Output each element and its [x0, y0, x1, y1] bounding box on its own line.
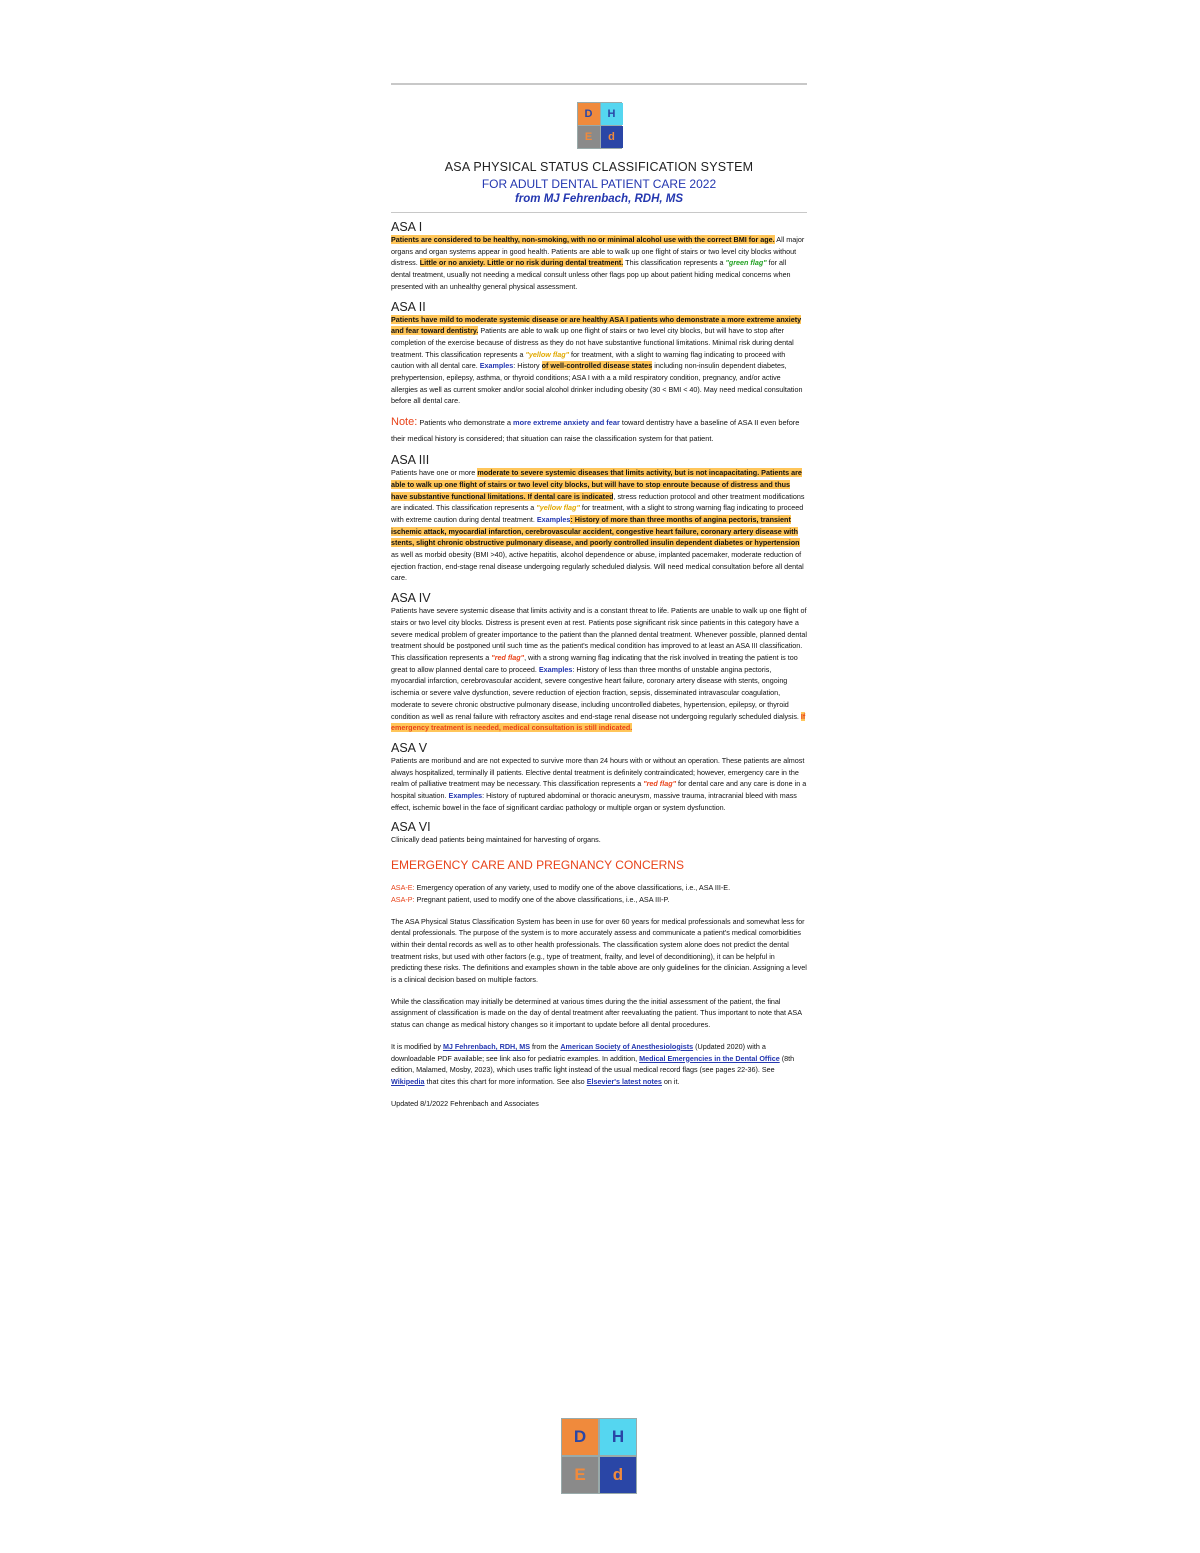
- asa1-highlight-1: Patients are considered to be healthy, non-smoking, with no or minimal alcohol use with the correct BMI for age.: [391, 235, 775, 244]
- asa5-text-1: Patients are moribund and are not expected to survive more than 24 hours with or without an operation. These patients are almost always hospitalized, terminally ill patients. Elective dental treatment is definitely contraindicated; however, emergency care in the realm of palliative treatment may be necessary. This classification represents a: [391, 755, 805, 789]
- note-text-1: Patients who demonstrate a: [417, 418, 514, 428]
- dhed-logo: [577, 102, 622, 149]
- asa5-text: [391, 755, 807, 814]
- asa2-examples-label: Examples: [479, 361, 514, 371]
- book-link[interactable]: Medical Emergencies in the Dental Office: [639, 1053, 780, 1063]
- asa1-text-2: This classification represents a: [623, 258, 726, 268]
- page-title: ASA PHYSICAL STATUS CLASSIFICATION SYSTEM: [444, 160, 754, 174]
- asa-e-desc: Emergency operation of any variety, used to modify one of the above classifications, i.e., ASA III-E.: [414, 883, 731, 893]
- asa2-text: [391, 314, 807, 408]
- dhed-logo-footer: [561, 1418, 637, 1494]
- sources-text-3: (Updated 2020) with a downloadable PDF available; see link also for pediatric examples. In addition,: [391, 1041, 766, 1063]
- asa3-text-2: , stress reduction protocol and other treatment modifications are indicated. This classification represents a: [391, 491, 805, 513]
- note-label: Note:: [391, 416, 418, 429]
- red-flag: "red flag": [491, 652, 525, 662]
- asa6-text: Clinically dead patients being maintained for harvesting of organs.: [391, 835, 601, 845]
- asa3-highlight-1: moderate to severe systemic diseases that limits activity, but is not incapacitating. Patients are able to walk up one flight of stairs or two level city blocks, but will have to stop enroute because of distress and thus have substantive functional limitations. If dental care is indicated: [391, 468, 802, 501]
- asa5-text-3: : History of ruptured abdominal or thoracic aneurysm, massive trauma, intracranial bleed with mass effect, ischemic bowel in the face of significant cardiac pathology or multiple organ or system dysfunction.: [391, 791, 797, 812]
- asa3-highlight-2: : History of more than three months of angina pectoris, transient ischemic attack, myocardial infarction, cerebrovascular accident, congestive heart failure, coronary artery disease with stents, slight chronic obstructive pulmonary disease, and poorly controlled insulin dependent diabetes or hypertension: [391, 514, 800, 548]
- asa6-heading: ASA VI: [391, 820, 431, 835]
- asa1-text-3: for all dental treatment, usually not needing a medical consult unless other flags pop up about patient hiding medical concerns when presented with an unhealthy general physical assessment.: [391, 258, 791, 291]
- asa4-heading: ASA IV: [391, 591, 431, 606]
- note-emphasis: more extreme anxiety and fear: [513, 418, 620, 428]
- asa-p-desc: Pregnant patient, used to modify one of the above classifications, i.e., ASA III-P.: [414, 894, 670, 904]
- asa-e-text: [391, 882, 807, 894]
- asa-p-label: ASA-P:: [391, 894, 415, 904]
- sources-text-4: (8th edition, Malamed, Mosby, 2023), which uses traffic light instead of the usual medical record flags (see pages 22-36). See: [391, 1053, 795, 1075]
- asa2-heading: ASA II: [391, 299, 426, 314]
- asa4-text: [391, 605, 807, 734]
- document-page: [391, 83, 807, 1109]
- green-flag: "green flag": [725, 258, 767, 268]
- updated-line: Updated 8/1/2022 Fehrenbach and Associates: [391, 1098, 539, 1108]
- asa4-text-3: : History of less than three months of unstable angina pectoris, myocardial infarction, cerebrovascular accident, severe congestive heart failure, coronary artery disease with stents, ongoing ischemia or severe valve dysfunction, severe reduction of ejection fraction, sepsis, disseminated intravascular coagulation, moderate to severe chronic obstructive pulmonary disease, including uncontrolled diabetes, hypertension, epilepsy, or thyroid condition as well as renal failure with refractory ascites and end-stage renal disease not undergoing regularly scheduled dialysis.: [391, 664, 801, 721]
- asa1-highlight-2: Little or no anxiety. Little or no risk during dental treatment.: [419, 258, 624, 268]
- logo-d2: d: [601, 126, 623, 148]
- logo-footer-h: H: [600, 1419, 636, 1455]
- author-link[interactable]: MJ Fehrenbach, RDH, MS: [442, 1041, 530, 1051]
- asa4-highlight: If emergency treatment is needed, medical consultation is still indicated.: [391, 711, 806, 733]
- red-flag-2: "red flag": [643, 779, 676, 789]
- asa2-text-1: Patients are able to walk up one flight of stairs or two level city blocks, but will have to stop after completion of the exercise because of distress as they do not have substantive functional limitations. Minimal risk during dental treatment. This classification represents a: [391, 326, 794, 359]
- header-rule: [391, 212, 807, 213]
- history-paragraph: The ASA Physical Status Classification System has been in use for over 60 years for medical professionals and somewhat less for dental professionals. The purpose of the system is to more accurately assess and communicate a patient's medical comorbidities within their dental records as well as to other health professionals. The classification system alone does not predict the dental treatment risks, but used with other factors (e.g., type of treatment, frailty, and level of deconditioning), it can be helpful in predicting these risks. The definitions and examples shown in the table above are only guidelines for the clinician. Assigning a level is a clinical decision based on multiple factors.: [391, 916, 807, 985]
- spacer: [391, 1031, 807, 1041]
- logo-d: D: [578, 103, 600, 125]
- logo-footer-d2: d: [600, 1457, 636, 1493]
- asa1-text: [391, 234, 807, 293]
- sources-text-6: on it.: [661, 1076, 680, 1086]
- asa3-heading: ASA III: [391, 453, 430, 468]
- asa3-text: [391, 467, 807, 584]
- yellow-flag: "yellow flag": [525, 349, 570, 359]
- spacer: [391, 1088, 807, 1098]
- sources-text-5: that cites this chart for more information. See also: [424, 1076, 587, 1086]
- wikipedia-link[interactable]: Wikipedia: [391, 1076, 425, 1086]
- spacer: [391, 872, 807, 882]
- logo-footer-d: D: [562, 1419, 598, 1455]
- asa2-highlight-1: Patients have mild to moderate systemic disease or are healthy ASA I patients who demonstrate a more extreme anxiety and fear toward dentistry.: [391, 314, 802, 336]
- page-subtitle: FOR ADULT DENTAL PATIENT CARE 2022: [481, 177, 717, 191]
- asa4-text-1: Patients have severe systemic disease that limits activity and is a constant threat to life. Patients are unable to walk up one flight of stairs or two level city blocks. Distress is present even at rest. Patients pose significant risk since patients in this category have a severe medical problem of greater importance to the patient than the planned dental treatment. Whenever possible, planned dental treatment should be postponed until such time as the patient's medical condition has improved to at least an ASA III classification. This classification represents a: [391, 606, 807, 662]
- asa-link[interactable]: American Society of Anesthesiologists: [560, 1041, 694, 1051]
- asa3-examples-label: Examples: [536, 514, 571, 524]
- asa2-text-4: including non-insulin dependent diabetes, prehypertension, epilepsy, asthma, or thyroid conditions; ASA I with a a mild respiratory condition, pregnancy, and/or active allergies as well as current smoker and/or social alcohol drinker including obesity (30 < BMI < 40). May need medical consultation before all dental care.: [391, 361, 803, 406]
- author-line: from MJ Fehrenbach, RDH, MS: [514, 193, 684, 205]
- asa1-text-1: All major organs and organ systems appear in good health. Patients are able to walk up one flight of stairs or two level city blocks without distress.: [391, 235, 805, 268]
- sources-text-1: It is modified by: [391, 1041, 443, 1051]
- asa5-text-2: for dental care and any care is done in a hospital situation.: [391, 779, 807, 801]
- logo-e: E: [578, 126, 600, 148]
- asa5-examples-label: Examples: [448, 791, 483, 801]
- asa4-examples-label: Examples: [538, 664, 573, 674]
- asa5-heading: ASA V: [391, 740, 428, 755]
- asa-p-text: [391, 894, 807, 906]
- logo-footer-e: E: [562, 1457, 598, 1493]
- asa2-text-2: for treatment, with a slight to warning flag indicating to proceed with caution with all dental care.: [391, 349, 786, 371]
- asa3-text-1: Patients have one or more: [391, 468, 478, 478]
- asa2-highlight-2: of well-controlled disease states: [541, 361, 653, 371]
- asa3-text-4: as well as morbid obesity (BMI >40), active hepatitis, alcohol dependence or abuse, implanted pacemaker, moderate reduction of ejection fraction, end-stage renal disease undergoing regularly scheduled dialysis. Will need medical consultation before all dental care.: [391, 550, 804, 583]
- asa2-text-3: : History: [513, 361, 542, 371]
- asa1-heading: ASA I: [391, 220, 423, 234]
- assignment-paragraph: While the classification may initially be determined at various times during the the initial assessment of the patient, the final assignment of classification is made on the day of dental treatment after reevaluating the patient. Thus important to note that ASA status can change as medical history changes so it important to update before all dental procedures.: [391, 996, 802, 1030]
- top-rule: [391, 83, 807, 85]
- emergency-heading: EMERGENCY CARE AND PREGNANCY CONCERNS: [391, 858, 684, 873]
- anxiety-note: [391, 415, 807, 446]
- spacer: [391, 906, 807, 916]
- spacer: [391, 986, 807, 996]
- asa4-text-2: , with a strong warning flag indicating that the risk involved in treating the patient is too great to allow planned dental care to proceed.: [391, 652, 798, 674]
- elsevier-link[interactable]: Elsevier's latest notes: [586, 1076, 662, 1086]
- logo-h: H: [601, 103, 623, 125]
- asa-e-label: ASA-E:: [391, 883, 415, 893]
- note-text-2: toward dentistry have a baseline of ASA II even before their medical history is considered; that situation can raise the classification system for that patient.: [391, 418, 800, 443]
- yellow-flag-2: "yellow flag": [536, 503, 580, 513]
- sources-paragraph: [391, 1041, 807, 1088]
- sources-text-2: from the: [530, 1041, 561, 1051]
- asa3-text-3: for treatment, with a slight to strong warning flag indicating to proceed with extreme caution during dental treatment.: [391, 503, 804, 524]
